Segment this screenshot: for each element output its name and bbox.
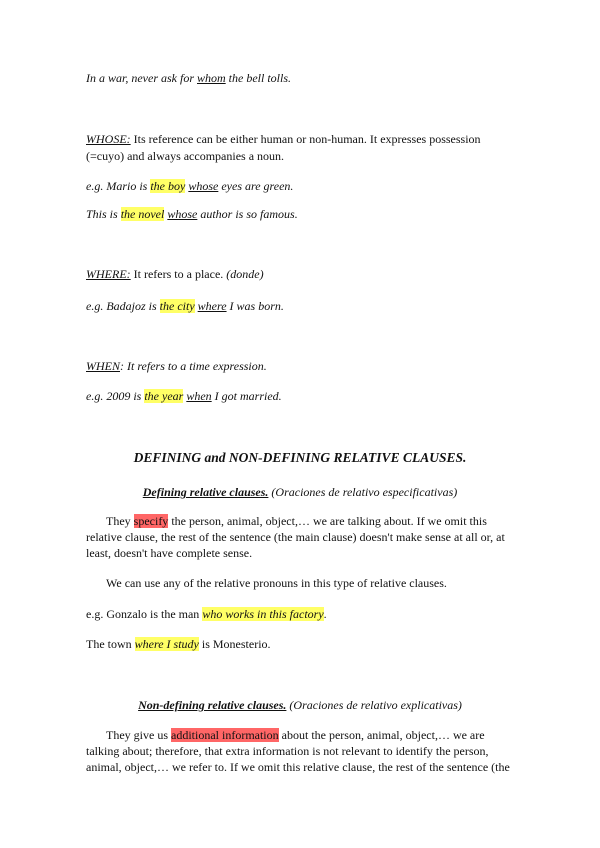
where-desc: It refers to a place. <box>130 267 227 281</box>
clause-highlight: who works in this factory <box>202 607 324 621</box>
clause-highlight: where I study <box>134 637 199 651</box>
key-term-highlight: specify <box>133 514 169 528</box>
ex-text: author is so famous. <box>197 207 298 221</box>
rel-pronoun-whom: whom <box>197 71 226 85</box>
defining-title-line <box>0 484 600 500</box>
rel-pronoun: whose <box>188 179 219 193</box>
antecedent-highlight: the boy <box>150 179 186 193</box>
whose-example-2 <box>86 206 298 222</box>
bell-sentence <box>86 70 291 86</box>
section-heading: DEFINING and NON-DEFINING RELATIVE CLAUSES. <box>133 450 467 465</box>
nondefining-subtitle: (Oraciones de relativo explicativas) <box>286 698 462 712</box>
when-definition <box>86 358 267 374</box>
ex-text: I got married. <box>211 389 282 403</box>
defining-paragraph-1 <box>86 513 516 561</box>
whose-example-1 <box>86 178 293 194</box>
ex-text: eyes are green. <box>218 179 294 193</box>
para-text: about the person, animal, object,… we are talking about; therefore, that extra information is not relevant to identify the person, animal, object,… we refer to. If we omit this relative clause, the rest of the sentence (the <box>86 728 510 774</box>
bell-text-b: the bell tolls. <box>225 71 291 85</box>
nondefining-title-line <box>0 697 600 713</box>
when-desc: : It refers to a time expression. <box>120 359 267 373</box>
antecedent-highlight: the year <box>144 389 184 403</box>
ex-text: e.g. Mario is <box>86 179 151 193</box>
defining-subtitle: (Oraciones de relativo especificativas) <box>268 485 458 499</box>
ex-text: The town <box>86 637 135 651</box>
when-label: WHEN <box>86 359 120 373</box>
bell-text-a: In a war, never ask for <box>86 71 197 85</box>
ex-text: e.g. Gonzalo is the man <box>86 607 203 621</box>
whose-desc-2: (=cuyo) and always accompanies a noun. <box>86 149 285 163</box>
ex-text: is Monesterio. <box>198 637 271 651</box>
key-term-highlight: additional information <box>171 728 279 742</box>
antecedent-highlight: the novel <box>120 207 165 221</box>
ex-text: This is <box>86 207 121 221</box>
rel-pronoun: when <box>186 389 212 403</box>
ex-text: I was born. <box>226 299 284 313</box>
para-text: the person, animal, object,… we are talking about. If we omit this relative clause, the rest of the sentence (the main clause) doesn't make sense at all or, at least, doesn't have complete sense. <box>86 514 505 560</box>
where-definition <box>86 266 264 282</box>
whose-definition <box>86 131 481 147</box>
where-note: (donde) <box>226 267 264 281</box>
antecedent-highlight: the city <box>159 299 195 313</box>
para-text: They give us <box>106 728 171 742</box>
whose-desc-1: Its reference can be either human or non-human. It expresses possession <box>130 132 481 146</box>
para-text: They <box>106 514 134 528</box>
defining-paragraph-2: We can use any of the relative pronouns in this type of relative clauses. <box>106 576 447 590</box>
ex-text: e.g. 2009 is <box>86 389 145 403</box>
nondefining-paragraph-1 <box>86 727 516 775</box>
ex-text: . <box>323 607 327 621</box>
nondefining-title: Non-defining relative clauses. <box>138 698 287 712</box>
ex-text: e.g. Badajoz is <box>86 299 160 313</box>
defining-title: Defining relative clauses. <box>142 485 269 499</box>
rel-pronoun: whose <box>167 207 198 221</box>
defining-example-1 <box>86 606 327 622</box>
rel-pronoun: where <box>197 299 227 313</box>
where-example <box>86 298 284 314</box>
where-label: WHERE: <box>86 267 131 281</box>
whose-label: WHOSE: <box>86 132 131 146</box>
whose-definition-cont <box>86 148 284 164</box>
defining-example-2 <box>86 636 271 652</box>
when-example <box>86 388 282 404</box>
